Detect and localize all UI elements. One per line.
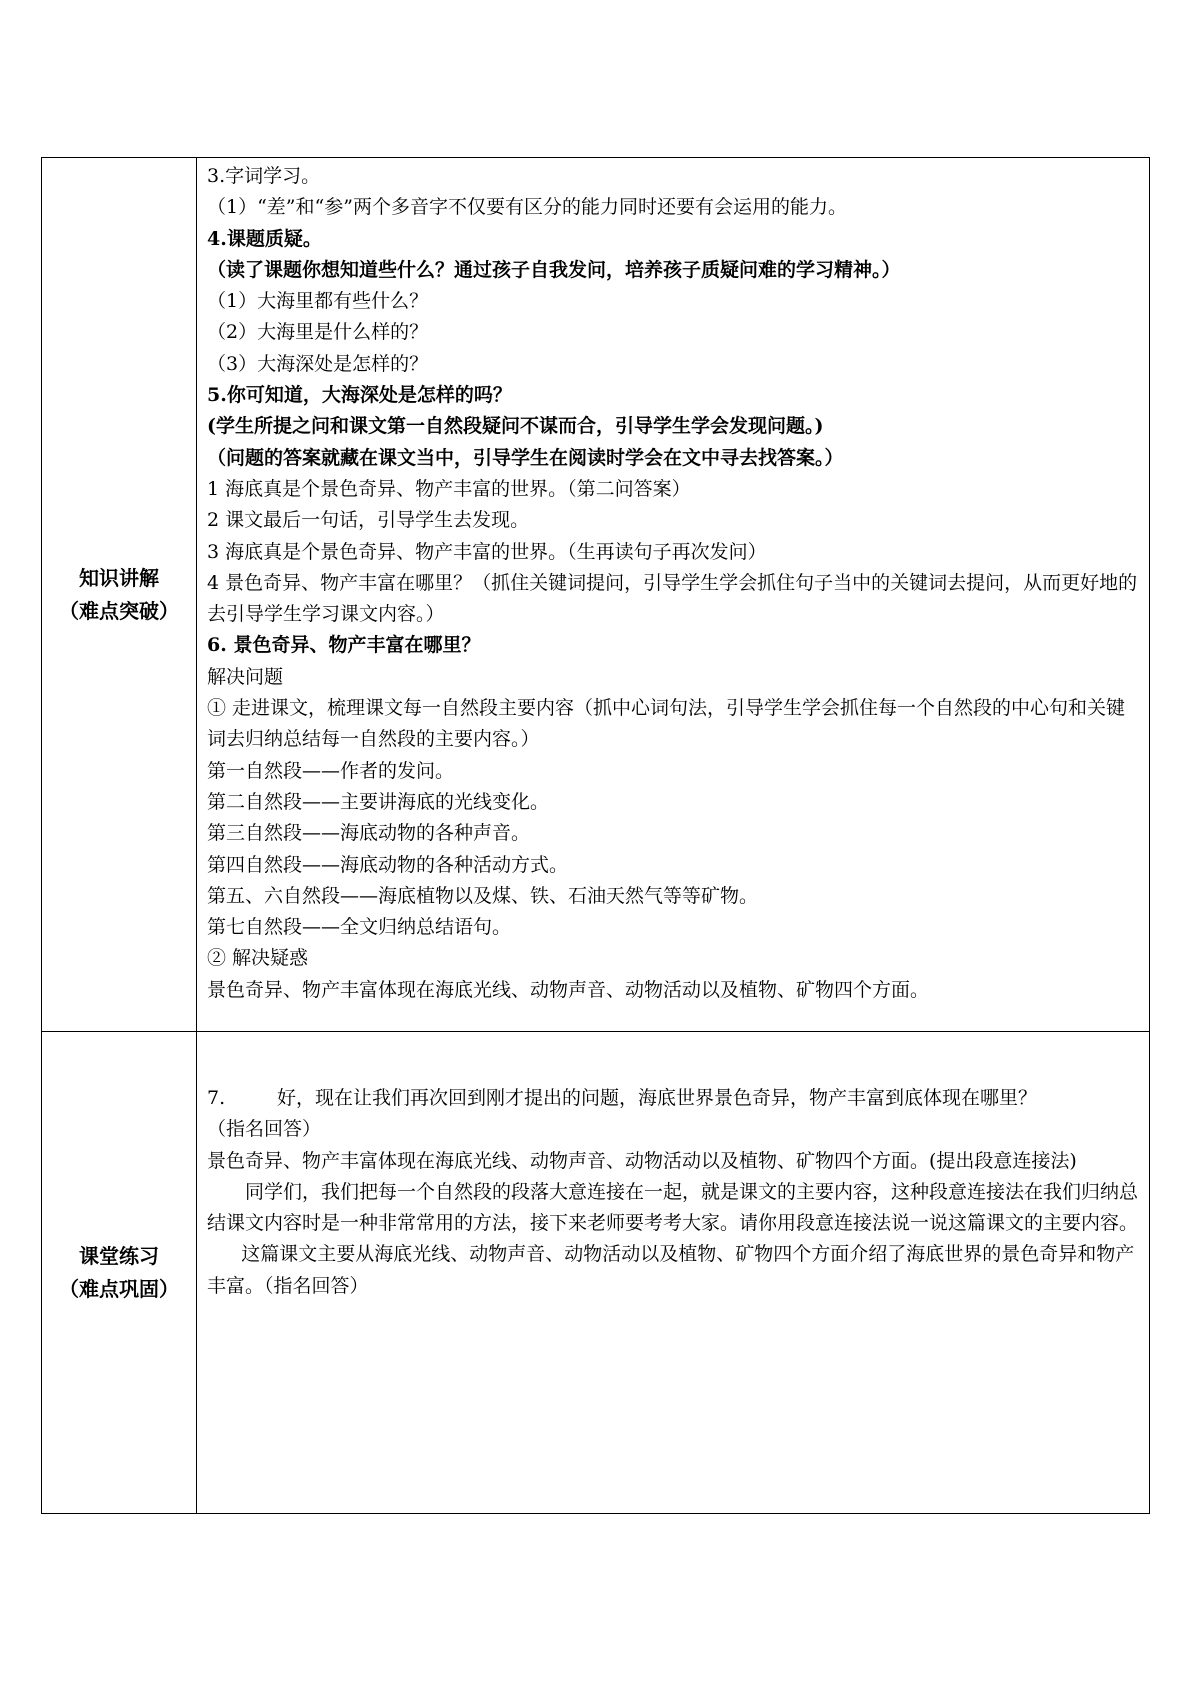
content-line: 第一自然段——作者的发问。 <box>207 759 455 782</box>
table-row <box>42 1032 1150 1514</box>
knowledge-explanation-content <box>197 158 1149 1006</box>
content-line: （3）大海深处是怎样的？ <box>207 352 429 375</box>
section-content-cell <box>197 158 1150 1032</box>
content-line: 3.字词学习。 <box>207 165 321 187</box>
table-row <box>42 158 1150 1032</box>
lesson-plan-table <box>41 157 1150 1514</box>
content-line: （1）“差”和“参”两个多音字不仅要有区分的能力同时还要有会运用的能力。 <box>207 196 847 219</box>
classroom-practice-content <box>197 1032 1149 1302</box>
content-line: 5.你可知道，大海深处是怎样的吗？ <box>207 384 512 407</box>
content-line: 第五、六自然段——海底植物以及煤、铁、石油天然气等等矿物。 <box>207 884 759 907</box>
section-label-cell <box>42 1032 197 1514</box>
paragraph: 同学们，我们把每一个自然段的段落大意连接在一起，就是课文的主要内容，这种段意连接法在我们归纳总结课文内容时是一种非常常用的方法，接下来老师要考考大家。请你用段意连接法说一说这篇课文的主要内容。 <box>207 1180 1139 1235</box>
content-line: 3 海底真是个景色奇异、物产丰富的世界。（生再读句子再次发问） <box>207 540 767 563</box>
content-line: 6. 景色奇异、物产丰富在哪里？ <box>207 634 481 657</box>
content-line: 4.课题质疑。 <box>207 227 322 250</box>
section-label-cell <box>42 158 197 1032</box>
content-line: （读了课题你想知道些什么？通过孩子自我发问，培养孩子质疑问难的学习精神。） <box>207 258 901 281</box>
paragraph: 景色奇异、物产丰富体现在海底光线、动物声音、动物活动以及植物、矿物四个方面。(提出段意连接法) <box>207 1149 1077 1172</box>
content-line: 解决问题 <box>207 665 284 688</box>
paragraph: （指名回答） <box>207 1118 322 1141</box>
content-line: (学生所提之问和课文第一自然段疑问不谋而合，引导学生学会发现问题。) <box>207 415 824 438</box>
content-line: ① 走进课文，梳理课文每一自然段主要内容（抓中心词句法，引导学生学会抓住每一个自然段的中心句和关键词去归纳总结每一自然段的主要内容。） <box>207 697 1126 751</box>
section-label: 课堂练习 （难点巩固） <box>59 1243 179 1301</box>
content-line: ② 解决疑惑 <box>207 947 309 970</box>
content-line: 第三自然段——海底动物的各种声音。 <box>207 822 531 845</box>
content-line: （2）大海里是什么样的？ <box>207 321 429 344</box>
content-line: 第二自然段——主要讲海底的光线变化。 <box>207 790 550 813</box>
section-content-cell <box>197 1032 1150 1514</box>
content-line: （1）大海里都有些什么？ <box>207 290 429 313</box>
content-line: 第七自然段——全文归纳总结语句。 <box>207 916 512 939</box>
section-label: 知识讲解 （难点突破） <box>59 565 179 623</box>
content-line: 4 景色奇异、物产丰富在哪里？（抓住关键词提问，引导学生学会抓住句子当中的关键词去提问，从而更好地的去引导学生学习课文内容。） <box>207 571 1138 626</box>
content-line: 景色奇异、物产丰富体现在海底光线、动物声音、动物活动以及植物、矿物四个方面。 <box>207 978 930 1001</box>
content-line: 1 海底真是个景色奇异、物产丰富的世界。（第二问答案） <box>207 477 691 500</box>
practice-item: 7. 好，现在让我们再次回到刚才提出的问题，海底世界景色奇异，物产丰富到底体现在哪里？ <box>207 1087 1038 1109</box>
content-line: （问题的答案就藏在课文当中，引导学生在阅读时学会在文中寻去找答案。） <box>207 446 844 469</box>
content-line: 2 课文最后一句话，引导学生去发现。 <box>207 509 530 532</box>
content-line: 第四自然段——海底动物的各种活动方式。 <box>207 853 569 876</box>
paragraph: 这篇课文主要从海底光线、动物声音、动物活动以及植物、矿物四个方面介绍了海底世界的景色奇异和物产丰富。（指名回答） <box>207 1243 1135 1297</box>
